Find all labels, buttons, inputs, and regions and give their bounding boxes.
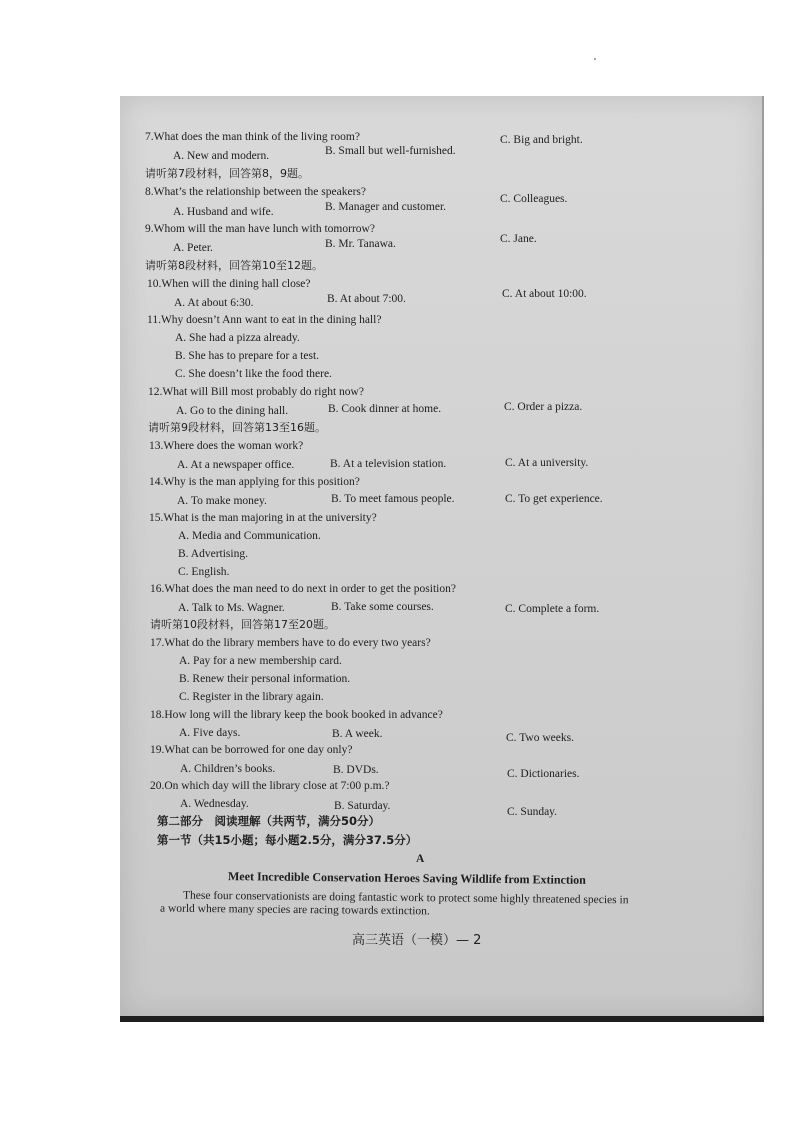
passage-letter: A [416,853,425,865]
q15-option-b: B. Advertising. [178,548,248,560]
q20-option-a: A. Wednesday. [180,798,249,810]
q10-option-c: C. At about 10:00. [502,288,587,300]
q16-option-c: C. Complete a form. [505,603,600,615]
page-footer: 高三英语（一模）— 2 [352,933,482,948]
question-17-stem: 17.What do the library members have to do every two years? [150,637,431,649]
q15-option-a: A. Media and Communication. [178,530,321,542]
question-16-stem: 16.What does the man need to do next in order to get the position? [150,583,456,595]
q13-option-c: C. At a university. [505,457,589,469]
q14-option-a: A. To make money. [177,495,267,507]
q17-option-a: A. Pay for a new membership card. [179,655,342,667]
q17-option-c: C. Register in the library again. [179,691,324,703]
q8-option-b: B. Manager and customer. [325,201,447,213]
q11-option-b: B. She has to prepare for a test. [175,350,320,362]
q10-option-b: B. At about 7:00. [327,293,406,305]
passage-intro-line-2: a world where many species are racing towards extinction. [159,902,430,918]
question-13-stem: 13.Where does the woman work? [149,440,304,452]
instruction-9: 请听第9段材料，回答第13至16题。 [148,421,326,434]
q13-option-a: A. At a newspaper office. [177,459,295,471]
question-15-stem: 15.What is the man majoring in at the university? [149,512,377,524]
page-bottom-edge [120,1016,764,1022]
section1-heading: 第一节（共15小题；每小题2.5分，满分37.5分） [157,833,418,847]
q16-option-b: B. Take some courses. [331,601,434,613]
q8-option-a: A. Husband and wife. [173,206,274,218]
question-9-stem: 9.Whom will the man have lunch with tomorrow? [145,223,375,235]
q9-option-a: A. Peter. [173,242,213,254]
q12-option-a: A. Go to the dining hall. [176,405,289,417]
q15-option-c: C. English. [178,566,230,578]
q9-option-b: B. Mr. Tanawa. [325,238,396,250]
question-18-stem: 18.How long will the library keep the book booked in advance? [150,709,443,721]
question-14-stem: 14.Why is the man applying for this position? [149,476,360,488]
q20-option-c: C. Sunday. [507,806,558,818]
speck [594,58,596,60]
q14-option-b: B. To meet famous people. [331,493,455,505]
q19-option-a: A. Children’s books. [180,763,276,775]
q8-option-c: C. Colleagues. [500,193,568,205]
question-12-stem: 12.What will Bill most probably do right now? [148,386,364,398]
q19-option-b: B. DVDs. [333,764,379,776]
q18-option-b: B. A week. [332,728,383,740]
q7-option-a: A. New and modern. [173,150,270,162]
q9-option-c: C. Jane. [500,233,537,245]
question-7-stem: 7.What does the man think of the living room? [145,131,360,143]
q7-option-b: B. Small but well-furnished. [325,145,456,157]
instruction-8: 请听第8段材料，回答第10至12题。 [145,259,323,272]
q10-option-a: A. At about 6:30. [174,297,254,309]
q20-option-b: B. Saturday. [334,800,391,812]
q19-option-c: C. Dictionaries. [507,768,580,780]
q13-option-b: B. At a television station. [330,458,447,470]
q18-option-a: A. Five days. [179,727,241,739]
question-11-stem: 11.Why doesn’t Ann want to eat in the dining hall? [147,314,382,326]
q18-option-c: C. Two weeks. [506,732,574,744]
passage-intro-line-1: These four conservationists are doing fantastic work to protect some highly threatened species in [182,889,629,907]
instruction-10: 请听第10段材料，回答第17至20题。 [150,618,335,631]
q16-option-a: A. Talk to Ms. Wagner. [178,602,285,614]
q11-option-c: C. She doesn’t like the food there. [175,368,332,380]
q7-option-c: C. Big and bright. [500,134,583,146]
q11-option-a: A. She had a pizza already. [175,332,300,344]
instruction-7: 请听第7段材料，回答第8，9题。 [145,167,309,180]
question-8-stem: 8.What’s the relationship between the speakers? [145,186,366,198]
q12-option-b: B. Cook dinner at home. [328,403,442,415]
q12-option-c: C. Order a pizza. [504,401,583,413]
q17-option-b: B. Renew their personal information. [179,673,351,685]
passage-title: Meet Incredible Conservation Heroes Saving Wildlife from Extinction [227,869,586,887]
part2-heading: 第二部分 阅读理解（共两节，满分50分） [157,814,381,828]
question-20-stem: 20.On which day will the library close at 7:00 p.m.? [150,780,390,792]
question-19-stem: 19.What can be borrowed for one day only? [150,744,353,756]
question-10-stem: 10.When will the dining hall close? [147,278,311,290]
q14-option-c: C. To get experience. [505,493,603,505]
